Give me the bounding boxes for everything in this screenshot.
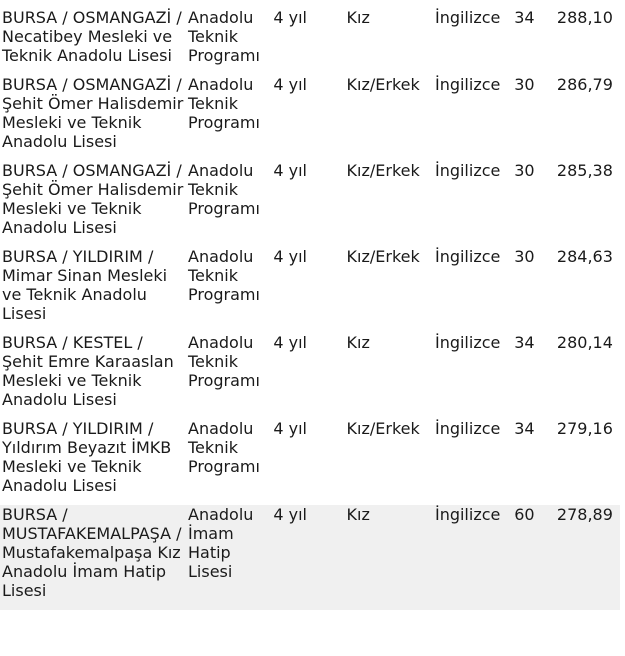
gender: Kız bbox=[345, 505, 433, 610]
language: İngilizce bbox=[433, 505, 512, 610]
gender: Kız/Erkek bbox=[346, 75, 420, 94]
school-name: BURSA / OSMANGAZİ / Necatibey Mesleki ve Teknik Anadolu Lisesi bbox=[2, 8, 182, 65]
base-score: 285,38 bbox=[556, 161, 613, 180]
duration: 4 yıl bbox=[273, 75, 307, 94]
program-type: Anadolu Teknik Programı bbox=[188, 8, 260, 65]
duration: 4 yıl bbox=[273, 247, 307, 266]
language: İngilizce bbox=[434, 161, 501, 180]
school-name: BURSA / OSMANGAZİ / Şehit Ömer Halisdemir Mesleki ve Teknik Anadolu Lisesi bbox=[2, 75, 184, 151]
quota: 34 bbox=[514, 419, 535, 438]
quota: 34 bbox=[514, 333, 535, 352]
duration: 4 yıl bbox=[271, 505, 344, 610]
base-score: 286,79 bbox=[556, 75, 613, 94]
gender: Kız/Erkek bbox=[346, 161, 420, 180]
school-name: BURSA / OSMANGAZİ / Şehit Ömer Halisdemir Mesleki ve Teknik Anadolu Lisesi bbox=[2, 161, 184, 237]
duration: 4 yıl bbox=[273, 419, 307, 438]
language: İngilizce bbox=[434, 247, 501, 266]
program-type: Anadolu Teknik Programı bbox=[188, 419, 260, 476]
table-row bbox=[0, 419, 620, 505]
program-type: Anadolu Teknik Programı bbox=[188, 161, 260, 218]
school-name: BURSA / MUSTAFAKEMALPAŞA / Mustafakemalpaşa Kız Anadolu İmam Hatip Lisesi bbox=[0, 505, 186, 610]
quota: 30 bbox=[514, 247, 535, 266]
base-score: 279,16 bbox=[556, 419, 613, 438]
table-row bbox=[0, 247, 620, 333]
base-score: 278,89 bbox=[555, 505, 620, 610]
table-row bbox=[0, 505, 620, 610]
table-row bbox=[0, 75, 620, 161]
gender: Kız/Erkek bbox=[346, 247, 420, 266]
language: İngilizce bbox=[434, 333, 501, 352]
program-type: Anadolu Teknik Programı bbox=[188, 75, 260, 132]
duration: 4 yıl bbox=[273, 333, 307, 352]
language: İngilizce bbox=[434, 8, 501, 27]
school-name: BURSA / KESTEL / Şehit Emre Karaaslan Mesleki ve Teknik Anadolu Lisesi bbox=[2, 333, 174, 409]
gender: Kız bbox=[346, 8, 370, 27]
program-type: Anadolu Teknik Programı bbox=[188, 247, 260, 304]
table-row bbox=[0, 161, 620, 247]
base-score: 288,10 bbox=[556, 8, 613, 27]
quota: 60 bbox=[512, 505, 555, 610]
school-name: BURSA / YILDIRIM / Mimar Sinan Mesleki ve Teknik Anadolu Lisesi bbox=[2, 247, 168, 323]
language: İngilizce bbox=[434, 419, 501, 438]
table-row bbox=[0, 8, 620, 75]
school-name: BURSA / YILDIRIM / Yıldırım Beyazıt İMKB Mesleki ve Teknik Anadolu Lisesi bbox=[2, 419, 172, 495]
base-score: 284,63 bbox=[556, 247, 613, 266]
quota: 30 bbox=[514, 75, 535, 94]
duration: 4 yıl bbox=[273, 8, 307, 27]
quota: 34 bbox=[514, 8, 535, 27]
gender: Kız/Erkek bbox=[346, 419, 420, 438]
language: İngilizce bbox=[434, 75, 501, 94]
school-table bbox=[0, 8, 620, 610]
base-score: 280,14 bbox=[556, 333, 613, 352]
gender: Kız bbox=[346, 333, 370, 352]
program-type: Anadolu Teknik Programı bbox=[188, 333, 260, 390]
duration: 4 yıl bbox=[273, 161, 307, 180]
quota: 30 bbox=[514, 161, 535, 180]
table-row bbox=[0, 333, 620, 419]
program-type: Anadolu İmam Hatip Lisesi bbox=[186, 505, 271, 610]
